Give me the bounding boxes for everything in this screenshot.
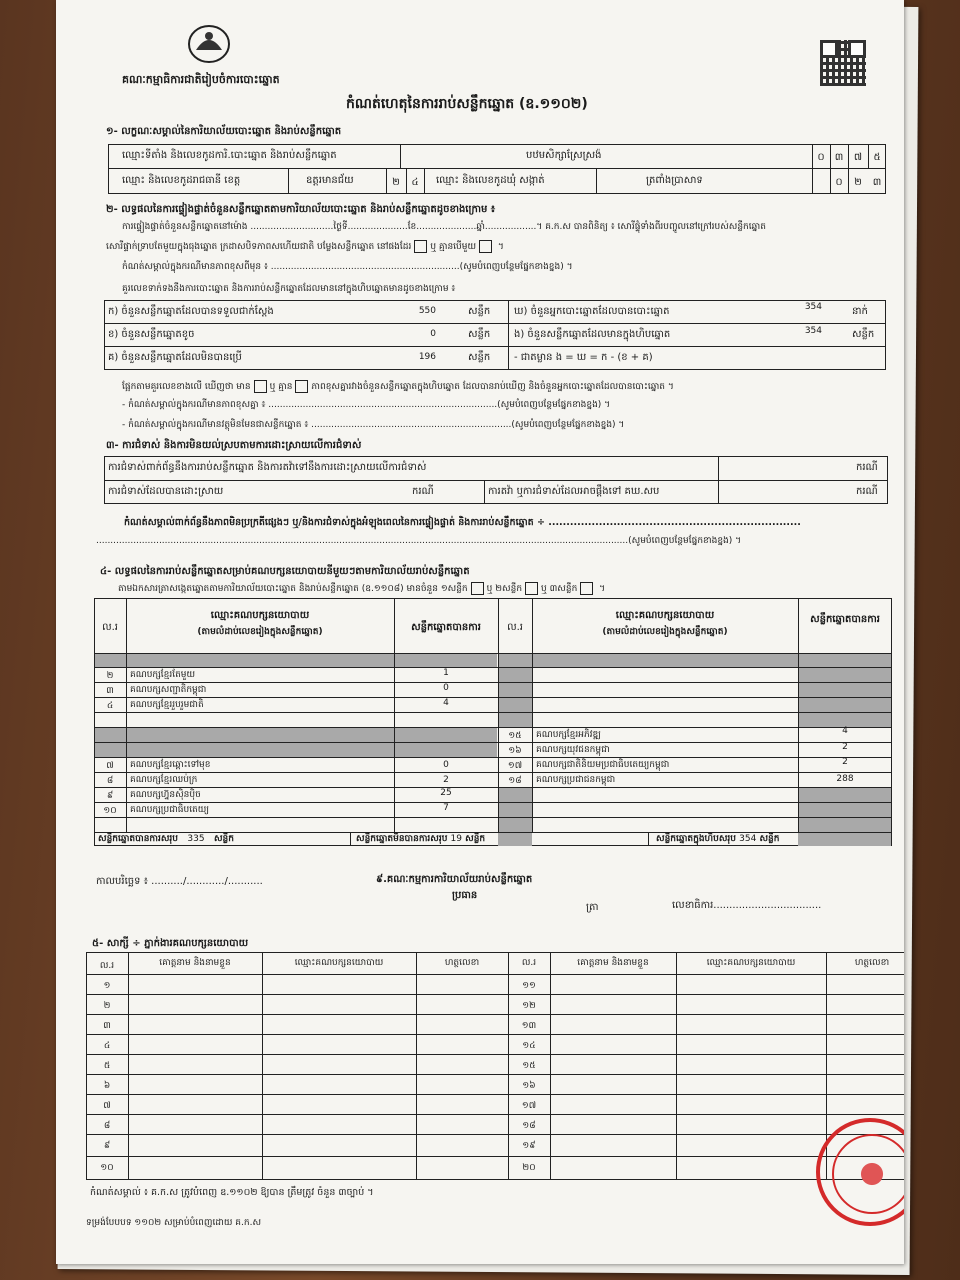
checkbox-yes[interactable] bbox=[414, 240, 427, 253]
party-row-name: គណបក្សខ្មែររួបរួមជាតិ bbox=[130, 700, 204, 710]
province-code-digit: ២ bbox=[392, 177, 400, 188]
commune-value: ត្រពាំងប្រាសាទ bbox=[646, 175, 703, 186]
received-ballots-label: ក) ចំនួនសន្លឹកឆ្នោតដែលបានទទួលជាក់ស្តែង bbox=[108, 306, 274, 317]
party-row-name: គណបក្សខ្មែរអភិវឌ្ឍ bbox=[536, 730, 601, 740]
witness-col-sign: ហត្ថលេខា bbox=[444, 958, 480, 968]
witness-row-no: ១២ bbox=[522, 1001, 536, 1011]
party-row-name: គណបក្សសញ្ជាតិកម្ពុជា bbox=[130, 685, 207, 695]
location-code-digit: ៧ bbox=[853, 152, 863, 163]
witness-row-no: ២០ bbox=[522, 1163, 536, 1173]
voters-value: 354 bbox=[804, 302, 822, 312]
party-row-votes: 2 bbox=[842, 757, 848, 767]
commune-label: ឈ្មោះ និងលេខកូដឃុំ សង្កាត់ bbox=[436, 175, 545, 186]
party-row-no: ៨ bbox=[106, 776, 114, 786]
unit-label: ករណី bbox=[856, 462, 878, 473]
party-row-name: គណបក្សខ្មែរឆ្ពោះទៅមុខ bbox=[130, 760, 211, 770]
party-row-name: គណបក្សហ្វ៊ុនស៊ិនប៉ិច bbox=[130, 790, 201, 800]
witness-row-no: ១៥ bbox=[522, 1061, 536, 1071]
checkbox-3-sheets[interactable] bbox=[580, 582, 593, 595]
formula-label: - ជាតម្លាន ង = ឃ = ក - (ខ + គ) bbox=[514, 352, 653, 363]
col-header-party-sub: (តាមលំដាប់លេខរៀងក្នុងសន្លឹកឆ្នោត) bbox=[197, 627, 323, 637]
province-value: ឧត្តរមានជ័យ bbox=[306, 175, 354, 186]
witness-row-no: ២ bbox=[103, 1001, 111, 1011]
spoiled-ballots-value: 0 bbox=[430, 329, 436, 339]
observation-sheet-line: តាមឯកសារត្រាសង្កេតឆ្នោតតាមការិយាល័យបោះឆ្នោត និងរាប់សន្លឹកឆ្នោត (ឧ.១១០៨) មានចំនួន ១សន្លឹក ឬ ២សន្លឹក ឬ ៣សន្លឹក ។ bbox=[118, 584, 606, 594]
witness-col-name: គោត្តនាម និងនាមខ្លួន bbox=[577, 958, 649, 968]
location-code-digit: ៥ bbox=[873, 152, 881, 163]
witness-col-no: ល.រ bbox=[521, 958, 537, 968]
voters-label: ឃ) ចំនួនអ្នកបោះឆ្នោតដែលបានបោះឆ្នោត bbox=[514, 306, 670, 317]
col-header-no: ល.រ bbox=[507, 622, 523, 633]
objections-row-label: ការជំទាស់ពាក់ព័ន្ធនឹងការរាប់សន្លឹកឆ្នោត និងការតវ៉ាទៅនឹងការដោះស្រាយលើការជំទាស់ bbox=[108, 462, 427, 473]
unit-label: សន្លឹក bbox=[468, 306, 491, 317]
party-row-no: ៣ bbox=[106, 686, 114, 696]
party-row-name: គណបក្សខ្មែរឈប់ក្រ bbox=[130, 775, 198, 785]
witness-row-no: ១៩ bbox=[522, 1141, 536, 1151]
received-ballots-value: 550 bbox=[418, 306, 436, 316]
unit-label: នាក់ bbox=[852, 306, 868, 317]
party-row-votes: 0 bbox=[443, 760, 449, 770]
section3-heading: ៣- ការជំទាស់ និងការមិនយល់ស្របតាមការដោះស្រាយលើការជំទាស់ bbox=[106, 440, 362, 451]
party-row-votes: 1 bbox=[443, 668, 449, 678]
unused-ballots-label: គ) ចំនួនសន្លឹកឆ្នោតដែលមិនបានប្រើ bbox=[108, 352, 242, 363]
total-in-box: សន្លឹកឆ្នោតក្នុងហិបសរុប 354 សន្លឹក bbox=[656, 834, 780, 844]
col-header-votes: សន្លឹកឆ្នោតបានការ bbox=[810, 614, 880, 625]
discrepancy-line: ផ្អែកតាមគួរលេខខាងលើ ឃើញថា មាន ឬ គ្មាន ភាពខុសគ្នារវាងចំនួនសន្លឹកឆ្នោតក្នុងហិបឆ្នោត ដែលបានរាប់ឃើញ និងចំនួនអ្នកបោះឆ្នោតដែលបានបោះឆ្នោត ។ bbox=[122, 382, 674, 392]
unit-label: ករណី bbox=[412, 486, 434, 497]
witness-col-party: ឈ្មោះគណបក្សនយោបាយ bbox=[706, 958, 796, 968]
party-row-votes: 4 bbox=[443, 698, 449, 708]
discrepancy-note: - កំណត់សម្គាល់ក្នុងករណីមានភាពខុសគ្នា ៖ ................................................................................(សូមបំពេញបន្ថែមផ្នែកខាងខ្នង) ។ bbox=[122, 400, 611, 410]
commune-code-digit: ៣ bbox=[872, 177, 882, 188]
section2-heading: ២- លទ្ធផលនៃការផ្ទៀងផ្ទាត់ចំនួនសន្លឹកឆ្នោតតាមការិយាល័យបោះឆ្នោត និងរាប់សន្លឹកឆ្នោតដូចខាងក្រោម ៖ bbox=[106, 204, 496, 215]
party-row-name: គណបក្សខ្មែរតែមួយ bbox=[130, 670, 196, 680]
party-row-votes: 2 bbox=[842, 742, 848, 752]
party-row-votes: 7 bbox=[443, 803, 449, 813]
party-row-name: គណបក្សប្រជាជនកម្ពុជា bbox=[536, 775, 616, 785]
ballot-box-seal-line: សោរីផ្ទាក់ទ្រាបតែមួយក្នុងធុងឆ្នោត ក្រដាសបិទភាពសហើយជាតិ បម្លែងសន្លឹកឆ្នោត នៅផងដែរ ឬ គ្មានបើមួយ ។ bbox=[106, 242, 504, 252]
witness-row-no: ១៨ bbox=[522, 1121, 536, 1131]
witness-row-no: ១៦ bbox=[522, 1081, 536, 1091]
commune-code-digit: ០ bbox=[835, 177, 843, 188]
unused-ballots-value: 196 bbox=[418, 352, 436, 362]
seal-label: ត្រា bbox=[586, 902, 599, 913]
commune-code-digit: ២ bbox=[854, 177, 862, 188]
irregularities-note-cont: ..........................................................................................................................................................................................(សូមបំពេញបន្ថែមផ្នែកខាងខ្នង) ។ bbox=[96, 536, 742, 546]
party-row-no: ៧ bbox=[106, 761, 114, 771]
witness-row-no: ៩ bbox=[103, 1141, 111, 1151]
unit-label: សន្លឹក bbox=[468, 352, 491, 363]
committee-name: គណៈកម្មាធិការជាតិរៀបចំការបោះឆ្នោត bbox=[122, 73, 280, 86]
foreign-object-note: - កំណត់សម្គាល់ក្នុងករណីមានវត្ថុមិនមែនជាសន្លឹកឆ្នោត ៖ ......................................................................(សូមបំពេញបន្ថែមផ្នែកខាងខ្នង) ។ bbox=[122, 420, 625, 430]
party-row-name: គណបក្សជាតិនិយមប្រជាធិបតេយ្យកម្ពុជា bbox=[536, 760, 670, 770]
section4-heading: ៤- លទ្ធផលនៃការរាប់សន្លឹកឆ្នោតសម្រាប់គណបក្សនយោបាយនីមួយៗតាមការិយាល័យរាប់សន្លឹកឆ្នោត bbox=[100, 566, 470, 577]
total-invalid: សន្លឹកឆ្នោតមិនបានការសរុប 19 សន្លឹក bbox=[356, 834, 486, 844]
section1-heading: ១- លក្ខណៈសម្គាល់នៃការិយាល័យបោះឆ្នោត និងរាប់សន្លឹកឆ្នោត bbox=[106, 126, 342, 137]
party-row-no: ៤ bbox=[106, 701, 114, 711]
figures-intro: គួរលេខទាក់ទងនឹងការបោះឆ្នោត និងការរាប់សន្លឹកឆ្នោតដែលមាននៅក្នុងហិបឆ្នោតមានដូចខាងក្រោម ៖ bbox=[122, 284, 456, 294]
party-row-votes: 4 bbox=[842, 726, 848, 736]
party-row-votes: 25 bbox=[440, 788, 452, 798]
location-value: បឋមសិក្សាស្រែស្រង៉ bbox=[526, 150, 602, 161]
unit-label: សន្លឹក bbox=[852, 329, 875, 340]
unit-label: សន្លឹក bbox=[468, 329, 491, 340]
party-row-no: ១០ bbox=[103, 806, 117, 816]
party-row-no: ២ bbox=[106, 671, 114, 681]
witness-row-no: ១៤ bbox=[522, 1041, 536, 1051]
witness-row-no: ៥ bbox=[103, 1061, 111, 1071]
col-header-party: ឈ្មោះគណបក្សនយោបាយ bbox=[615, 610, 715, 621]
province-code-digit: ៤ bbox=[411, 177, 419, 188]
party-row-name: គណបក្សប្រជាធិបតេយ្យ bbox=[130, 805, 210, 815]
witness-table bbox=[86, 952, 904, 1180]
date-line: កាលបរិច្ឆេទ ៖ ........../............/........... bbox=[96, 876, 263, 887]
witness-row-no: ១១ bbox=[522, 981, 536, 991]
irregularities-note: កំណត់សម្គាល់ពាក់ព័ន្ធនឹងភាពមិនប្រក្រតីផ្សេងៗ ឬ/និងការជំទាស់ក្នុងអំឡុងពេលនៃការផ្ទៀងផ្ទាត់ និងការរាប់សន្លឹកឆ្នោត ÷ ...................................................................... bbox=[124, 517, 801, 528]
party-row-no: ៩ bbox=[106, 791, 114, 801]
location-code-digit: ០ bbox=[817, 152, 825, 163]
witness-col-party: ឈ្មោះគណបក្សនយោបាយ bbox=[294, 958, 384, 968]
appeal-label: ការតវ៉ា ឬការជំទាស់ដែលអាចផ្ដឹងទៅ គឃ.សប bbox=[488, 486, 660, 497]
witness-row-no: ១០ bbox=[100, 1163, 114, 1173]
checkbox-2-sheets[interactable] bbox=[525, 582, 538, 595]
box-ballots-label: ង) ចំនួនសន្លឹកឆ្នោតដែលមានក្នុងហិបឆ្នោត bbox=[514, 329, 671, 340]
witness-row-no: ១៧ bbox=[521, 1101, 537, 1111]
party-row-no: ១៧ bbox=[507, 761, 523, 771]
witness-row-no: ១៣ bbox=[521, 1021, 537, 1031]
form-reference: ទម្រង់បែបបទ ១១០២ សម្រាប់បំពេញដោយ គ.ក.ស bbox=[86, 1218, 262, 1228]
party-row-votes: 288 bbox=[836, 774, 854, 784]
election-form-page bbox=[56, 0, 904, 1264]
party-row-votes: 0 bbox=[443, 683, 449, 693]
counting-committee-heading: ៩.គណៈកម្មការការិយាល័យរាប់សន្លឹកឆ្នោត bbox=[376, 874, 533, 885]
witness-row-no: ៦ bbox=[103, 1081, 111, 1091]
verification-time-line: ការផ្ទៀងផ្ទាត់ចំនួនសន្លឹកឆ្នោតនៅម៉ោង .............................ថ្ងៃទី.....................ខែ.....................ឆ្នាំ..................។ គ.ក.ស បានពិនិត្យ ៖ សោរីផ្ទុំទាំងពីរបញ្ចូលនៅក្រៅរបស់សន្លឹកឆ្នោត bbox=[122, 222, 766, 232]
chair-label: ប្រធាន bbox=[452, 890, 478, 901]
party-row-votes: 2 bbox=[443, 775, 449, 785]
resolved-objections-label: ការជំទាស់ដែលបានដោះស្រាយ bbox=[108, 486, 224, 497]
col-header-votes: សន្លឹកឆ្នោតបានការ bbox=[411, 622, 481, 633]
committee-logo bbox=[186, 22, 232, 66]
checkbox-discrepancy-no[interactable] bbox=[295, 380, 308, 393]
checkbox-discrepancy-yes[interactable] bbox=[254, 380, 267, 393]
col-header-party: ឈ្មោះគណបក្សនយោបាយ bbox=[210, 610, 310, 621]
difference-note-line: កំណត់សម្គាល់ក្នុងករណីមានភាពខុសពីមុន ៖ ..................................................................(សូមបំពេញបន្ថែមផ្នែកខាងខ្នង) ។ bbox=[122, 262, 573, 272]
witness-row-no: ៧ bbox=[103, 1101, 111, 1111]
party-row-no: ១៥ bbox=[508, 731, 522, 741]
witness-col-sign: ហត្ថលេខា bbox=[854, 958, 890, 968]
witness-col-name: គោត្តនាម និងនាមខ្លួន bbox=[159, 958, 231, 968]
witness-row-no: ៤ bbox=[103, 1041, 111, 1051]
spoiled-ballots-label: ខ) ចំនួនសន្លឹកឆ្នោតខូច bbox=[108, 329, 195, 340]
form-title: កំណត់ហេតុនៃការរាប់សន្លឹកឆ្នោត (ឧ.១១០២) bbox=[346, 96, 588, 112]
footer-note: កំណត់សម្គាល់ ៖ គ.ក.ស ត្រូវបំពេញ ឧ.១១០២ ឱ្យបាន ត្រឹមត្រូវ ចំនួន ៣ច្បាប់ ។ bbox=[90, 1187, 374, 1198]
total-valid: សន្លឹកឆ្នោតបានការសរុប 335 សន្លឹក bbox=[98, 834, 234, 844]
secretary-label: លេខាធិការ.................................. bbox=[672, 900, 822, 911]
province-label: ឈ្មោះ និងលេខកូដរាជធានី ខេត្ត bbox=[122, 175, 241, 186]
witness-row-no: ៣ bbox=[103, 1021, 111, 1031]
box-ballots-value: 354 bbox=[804, 326, 822, 336]
party-row-name: គណបក្សយុវជនកម្ពុជា bbox=[536, 745, 610, 755]
witness-row-no: ៨ bbox=[103, 1121, 111, 1131]
qr-code bbox=[820, 40, 866, 86]
checkbox-no[interactable] bbox=[479, 240, 492, 253]
col-header-party-sub: (តាមលំដាប់លេខរៀងក្នុងសន្លឹកឆ្នោត) bbox=[602, 627, 728, 637]
location-code-digit: ៣ bbox=[834, 152, 844, 163]
section5-heading: ៥- សាក្សី ÷ ភ្នាក់ងារគណបក្សនយោបាយ bbox=[92, 938, 249, 949]
witness-col-no: ល.រ bbox=[99, 961, 115, 971]
location-label: ឈ្មោះទីតាំង និងលេខកូដការិ.បោះឆ្នោត និងរាប់សន្លឹកឆ្នោត bbox=[122, 150, 337, 161]
witness-row-no: ១ bbox=[103, 981, 111, 991]
col-header-no: ល.រ bbox=[102, 622, 118, 633]
party-row-no: ១៦ bbox=[508, 746, 522, 756]
party-row-no: ១៨ bbox=[508, 776, 522, 786]
checkbox-1-sheet[interactable] bbox=[471, 582, 484, 595]
unit-label: ករណី bbox=[856, 486, 878, 497]
